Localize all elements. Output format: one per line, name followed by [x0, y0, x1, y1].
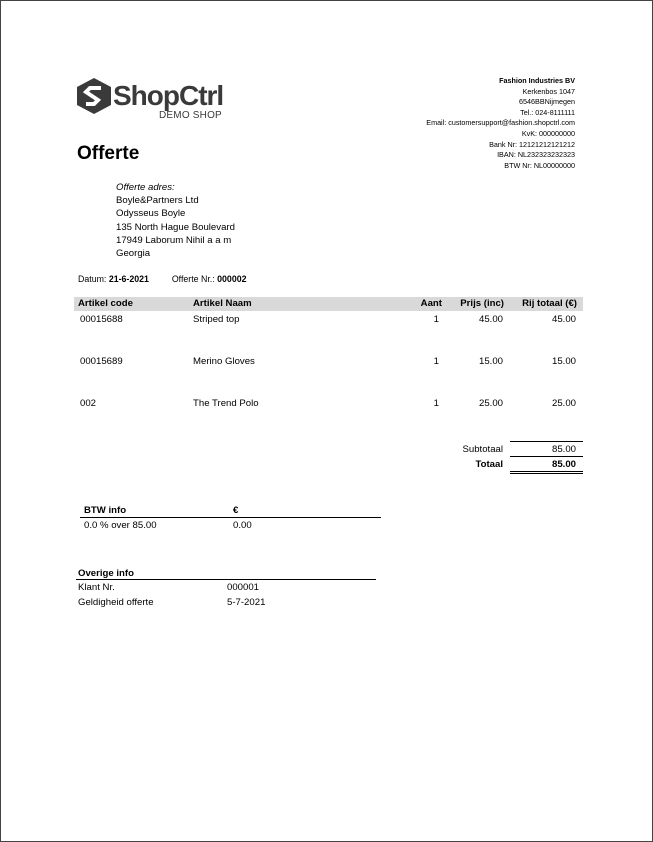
other-info-label: Klant Nr. — [78, 582, 115, 593]
column-header-code: Artikel code — [78, 298, 133, 309]
address-line: Georgia — [116, 248, 151, 260]
quote-number-label: Offerte Nr.: — [171, 274, 215, 284]
logo-subtitle: DEMO SHOP — [159, 110, 222, 121]
company-email: Email: customersupport@fashion.shopctrl.com — [426, 118, 575, 128]
btw-divider — [80, 517, 381, 518]
company-btw: BTW Nr: NL00000000 — [504, 160, 575, 170]
address-line: 17949 Laborum Nihil a a m — [116, 234, 232, 246]
btw-row-label: 0.0 % over 85.00 — [84, 520, 157, 531]
address-line: Odysseus Boyle — [116, 208, 186, 220]
shop-logo — [77, 78, 227, 124]
company-name: Fashion Industries BV — [499, 76, 575, 85]
company-city: 6546BBNijmegen — [519, 97, 575, 107]
item-price: 25.00 — [478, 398, 503, 409]
item-qty: 1 — [433, 314, 439, 325]
company-kvk: KvK: 000000000 — [521, 128, 575, 138]
quote-number-value: 000002 — [217, 274, 247, 284]
item-price: 45.00 — [478, 314, 503, 325]
address-line: Boyle&Partners Ltd — [116, 195, 199, 207]
total-value: 85.00 — [551, 459, 576, 470]
item-total: 15.00 — [551, 356, 576, 367]
btw-row-value: 0.00 — [233, 520, 252, 531]
column-header-price: Prijs (inc) — [460, 298, 504, 309]
total-line-1 — [510, 471, 583, 472]
btw-currency: € — [233, 505, 239, 516]
date-value: 21-6-2021 — [108, 274, 149, 284]
item-code: 002 — [80, 398, 97, 409]
column-header-total: Rij totaal (€) — [522, 298, 577, 309]
item-code: 00015688 — [80, 314, 123, 325]
logo-name: ShopCtrl — [113, 80, 224, 111]
other-info-divider — [76, 579, 376, 580]
item-name: Merino Gloves — [193, 356, 255, 367]
company-street: Kerkenbos 1047 — [522, 86, 575, 96]
other-info-value: 000001 — [227, 582, 260, 593]
item-code: 00015689 — [80, 356, 123, 367]
quote-address — [116, 181, 235, 260]
address-line: 135 North Hague Boulevard — [116, 221, 235, 233]
other-info-label: Geldigheid offerte — [78, 597, 154, 608]
address-label: Offerte adres: — [116, 182, 175, 193]
company-info — [426, 76, 575, 171]
logo-mark-icon — [77, 78, 111, 114]
item-name: The Trend Polo — [193, 398, 259, 409]
items-table-header — [74, 297, 583, 311]
item-total: 45.00 — [551, 314, 576, 325]
company-bank: Bank Nr: 12121212121212 — [489, 139, 575, 149]
subtotal-bottom-line — [510, 456, 583, 457]
item-name: Striped top — [193, 314, 240, 325]
item-qty: 1 — [433, 398, 439, 409]
subtotal-top-line — [510, 441, 583, 442]
item-total: 25.00 — [551, 398, 576, 409]
column-header-qty: Aant — [420, 298, 442, 309]
subtotal-value: 85.00 — [551, 444, 576, 455]
quote-meta — [78, 274, 247, 284]
company-phone: Tel.: 024-8111111 — [520, 107, 575, 117]
subtotal-label: Subtotaal — [462, 444, 503, 455]
item-price: 15.00 — [478, 356, 503, 367]
page-title: Offerte — [77, 143, 140, 164]
btw-info-title: BTW info — [84, 505, 127, 516]
other-info-title: Overige info — [78, 568, 134, 579]
column-header-name: Artikel Naam — [193, 298, 252, 309]
total-line-2 — [510, 473, 583, 474]
company-iban: IBAN: NL232323232323 — [497, 150, 575, 160]
item-qty: 1 — [433, 356, 439, 367]
other-info-value: 5-7-2021 — [227, 597, 266, 608]
date-label: Datum: — [78, 274, 107, 284]
total-label: Totaal — [475, 459, 503, 470]
